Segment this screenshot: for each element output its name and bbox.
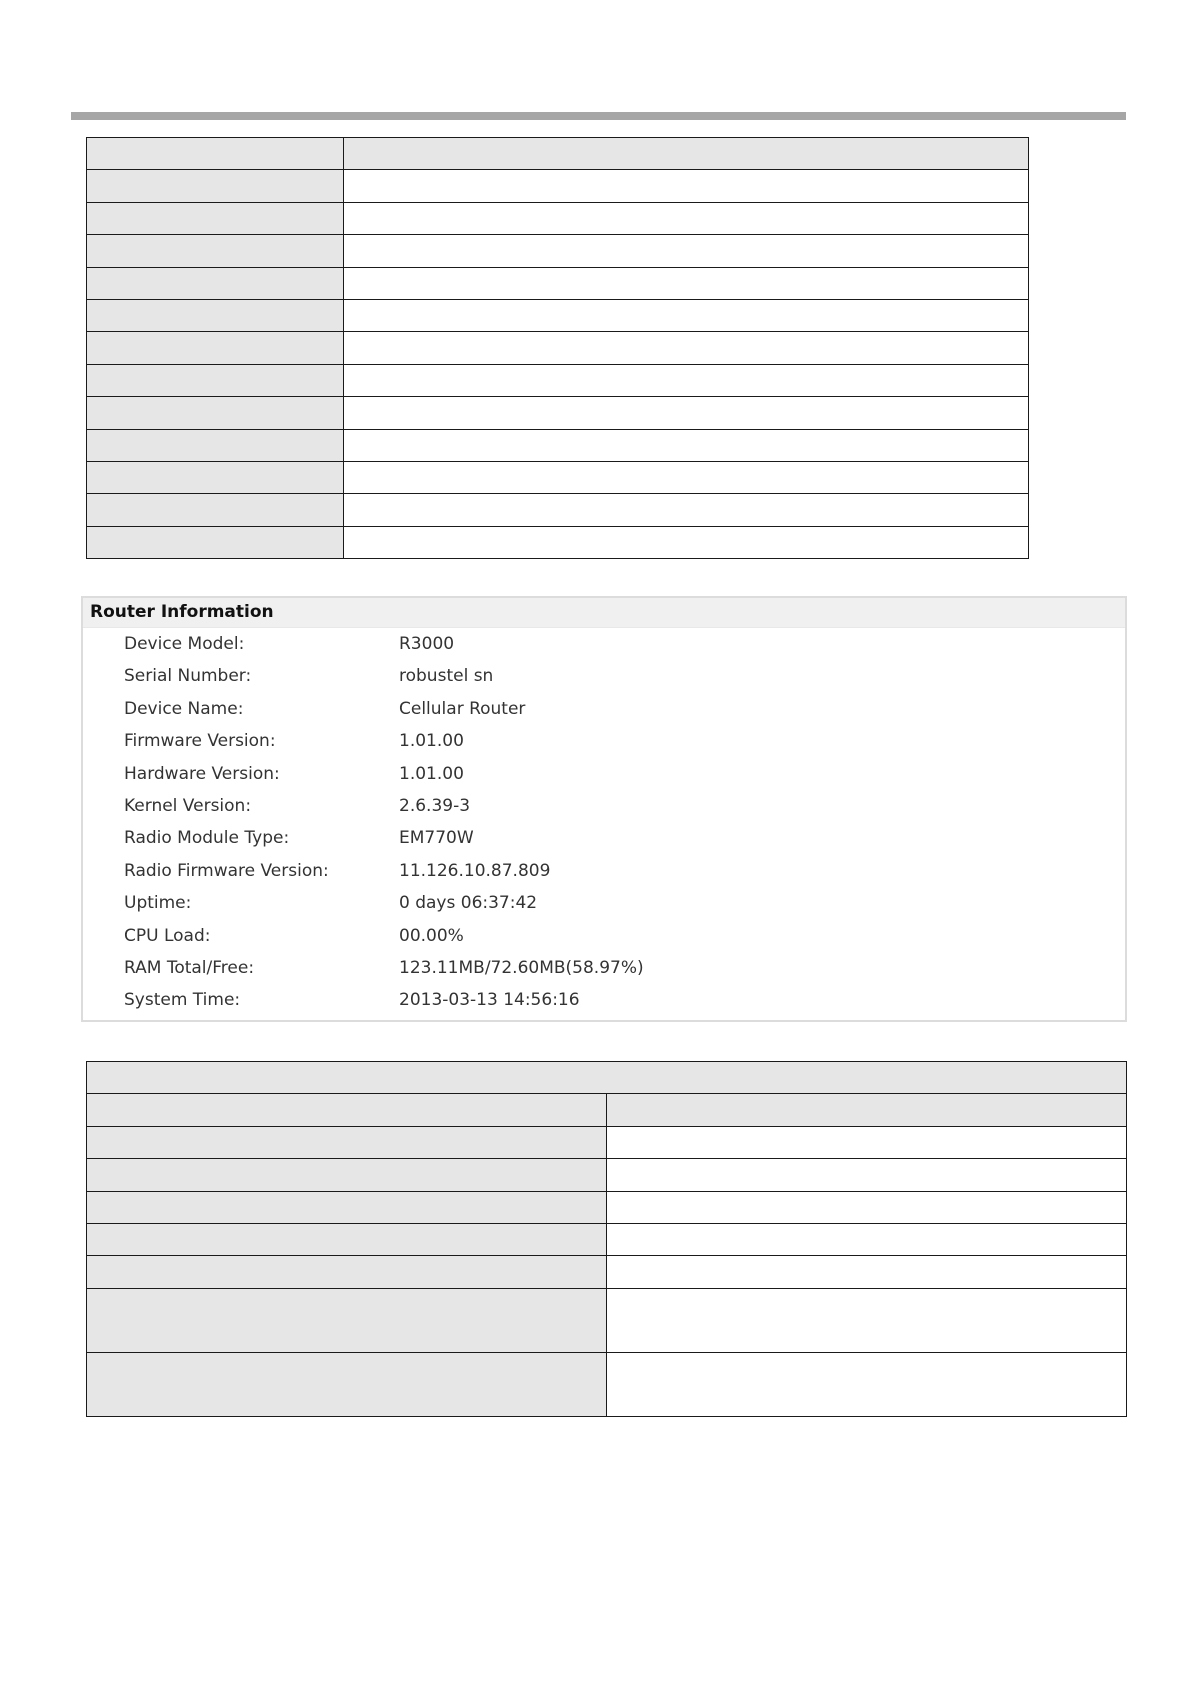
table-cell xyxy=(87,526,344,558)
table-cell xyxy=(87,429,344,461)
info-value: 11.126.10.87.809 xyxy=(399,860,551,881)
table-cell xyxy=(607,1352,1127,1416)
table-cell xyxy=(87,1288,607,1352)
table-cell xyxy=(607,1126,1127,1158)
info-value: 00.00% xyxy=(399,925,464,946)
info-label: Hardware Version: xyxy=(124,763,280,784)
table-cell xyxy=(344,235,1029,267)
info-value: R3000 xyxy=(399,634,455,654)
table-row xyxy=(87,299,1029,331)
table-cell xyxy=(87,1223,607,1255)
table-row xyxy=(87,429,1029,461)
table-cell xyxy=(607,1094,1127,1126)
info-value: Cellular Router xyxy=(399,698,526,719)
table-cell xyxy=(87,299,344,331)
table-row xyxy=(87,364,1029,396)
table-cell xyxy=(87,461,344,493)
info-value: 1.01.00 xyxy=(399,731,464,752)
table-row xyxy=(87,1159,1127,1191)
table-cell xyxy=(607,1288,1127,1352)
info-label: Kernel Version: xyxy=(124,795,252,816)
table-cell xyxy=(344,202,1029,234)
table-row xyxy=(87,1288,1127,1352)
table-row xyxy=(87,235,1029,267)
table-cell xyxy=(607,1191,1127,1223)
table-cell xyxy=(87,332,344,364)
table-row xyxy=(87,494,1029,526)
info-value: EM770W xyxy=(399,828,474,849)
table-row xyxy=(87,526,1029,558)
info-value: 2013-03-13 14:56:16 xyxy=(399,990,580,1011)
info-value: 123.11MB/72.60MB(58.97%) xyxy=(399,957,644,978)
info-row-kernel-version xyxy=(83,790,1125,822)
table-cell xyxy=(344,170,1029,202)
info-label: CPU Load: xyxy=(124,925,211,946)
table-cell xyxy=(87,1159,607,1191)
table-row xyxy=(87,267,1029,299)
table-cell xyxy=(87,364,344,396)
table-cell xyxy=(87,494,344,526)
top-divider xyxy=(71,112,1126,120)
table-cell xyxy=(87,235,344,267)
table-cell xyxy=(87,1191,607,1223)
table-row xyxy=(87,1094,1127,1126)
info-label: Device Model: xyxy=(124,634,245,654)
table-cell xyxy=(87,397,344,429)
table-row xyxy=(87,1352,1127,1416)
info-row-ram-total-free xyxy=(83,952,1125,984)
table-row xyxy=(87,138,1029,170)
table-row xyxy=(87,1256,1127,1288)
info-label: Serial Number: xyxy=(124,666,252,687)
info-label: Firmware Version: xyxy=(124,731,276,752)
info-label: Radio Module Type: xyxy=(124,828,290,849)
table-cell xyxy=(87,1256,607,1288)
info-value: 0 days 06:37:42 xyxy=(399,893,538,914)
info-row-hardware-version xyxy=(83,758,1125,790)
table-cell xyxy=(344,267,1029,299)
table-cell xyxy=(344,138,1029,170)
table-cell xyxy=(344,494,1029,526)
info-row-device-model xyxy=(83,628,1125,660)
table-row xyxy=(87,397,1029,429)
table-row xyxy=(87,332,1029,364)
table-row xyxy=(87,202,1029,234)
info-row-cpu-load xyxy=(83,920,1125,952)
bottom-table xyxy=(86,1061,1127,1417)
table-cell xyxy=(607,1223,1127,1255)
info-row-system-time xyxy=(83,984,1125,1016)
info-row-uptime xyxy=(83,887,1125,919)
info-label: RAM Total/Free: xyxy=(124,957,255,978)
panel-title: Router Information xyxy=(83,598,1125,628)
table-cell xyxy=(87,1352,607,1416)
info-row-device-name xyxy=(83,693,1125,725)
table-cell xyxy=(344,397,1029,429)
info-row-radio-module-type xyxy=(83,822,1125,854)
info-row-radio-firmware-version xyxy=(83,855,1125,887)
table-cell xyxy=(87,1062,1127,1094)
info-label: Device Name: xyxy=(124,698,244,719)
router-information-panel xyxy=(81,596,1127,1022)
table-cell xyxy=(344,461,1029,493)
table-header-row xyxy=(87,1062,1127,1094)
table-cell xyxy=(87,1094,607,1126)
table-cell xyxy=(344,299,1029,331)
info-label: Uptime: xyxy=(124,893,192,914)
table-cell xyxy=(607,1256,1127,1288)
table-cell xyxy=(344,429,1029,461)
info-value: 1.01.00 xyxy=(399,763,464,784)
info-value: 2.6.39-3 xyxy=(399,795,471,816)
table-cell xyxy=(607,1159,1127,1191)
table-cell xyxy=(87,170,344,202)
table-row xyxy=(87,1191,1127,1223)
top-table xyxy=(86,137,1029,559)
table-cell xyxy=(344,526,1029,558)
table-cell xyxy=(87,138,344,170)
info-row-serial-number xyxy=(83,660,1125,692)
table-row xyxy=(87,461,1029,493)
table-cell xyxy=(87,267,344,299)
info-row-firmware-version xyxy=(83,725,1125,757)
table-cell xyxy=(344,332,1029,364)
table-row xyxy=(87,1223,1127,1255)
info-value: robustel sn xyxy=(399,666,494,687)
table-cell xyxy=(87,202,344,234)
table-cell xyxy=(344,364,1029,396)
info-label: Radio Firmware Version: xyxy=(124,860,329,881)
table-row xyxy=(87,1126,1127,1158)
table-row xyxy=(87,170,1029,202)
table-cell xyxy=(87,1126,607,1158)
info-label: System Time: xyxy=(124,990,241,1011)
